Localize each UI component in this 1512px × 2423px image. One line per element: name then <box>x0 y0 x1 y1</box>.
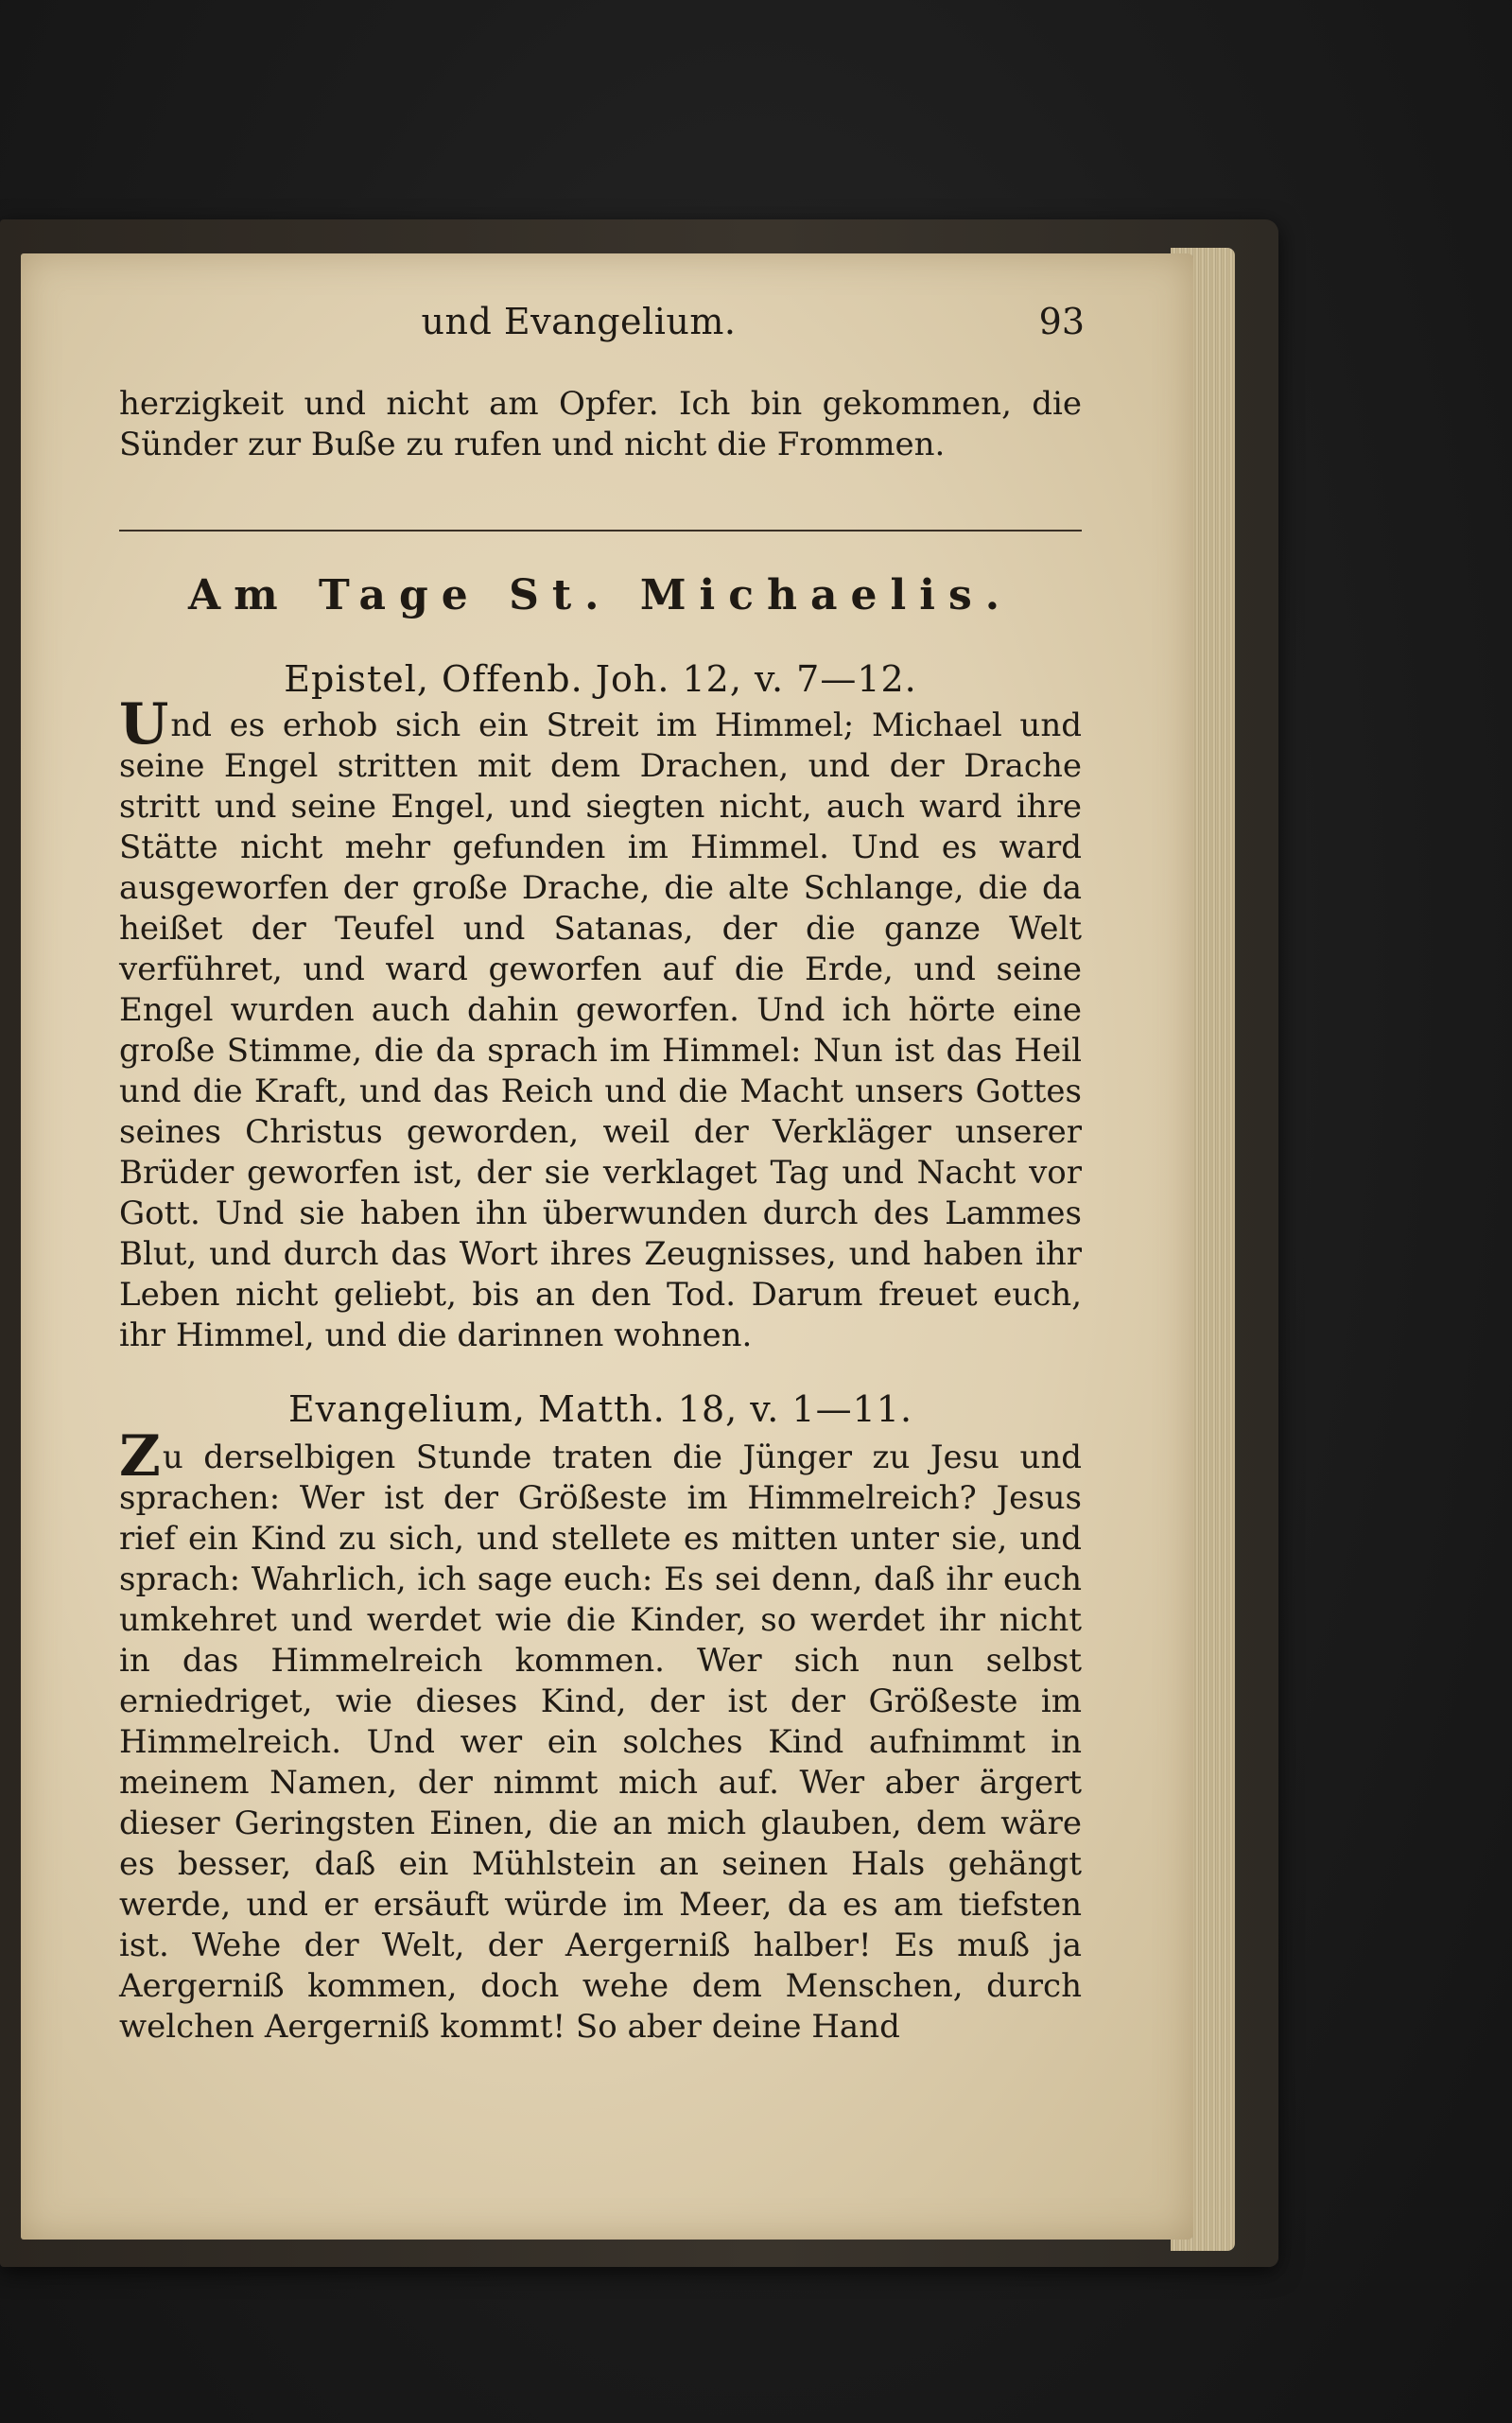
epistle-body: nd es erhob sich ein Streit im Himmel; Michael und seine Engel stritten mit dem Drachen, und der Drache stritt und seine Engel, und siegten nicht, auch ward ihre Stätte nicht mehr gefunden im Himmel. Und es ward ausgeworfen der große Drache, die alte Schlange, die da heißet der Teufel und Satanas, der die ganze Welt verführet, und ward geworfen auf die Erde, und seine Engel wurden auch dahin geworfen. Und ich hörte eine große Stimme, die da sprach im Himmel: Nun ist das Heil und die Kraft, und das Reich und die Macht unsers Gottes seines Christus geworden, weil der Verkläger unserer Brüder geworfen ist, der sie verklaget Tag und Nacht vor Gott. Und sie haben ihn überwunden durch des Lammes Blut, und durch das Wort ihres Zeugnisses, und haben ihr Leben nicht geliebt, bis an den Tod. Darum freuet euch, ihr Himmel, und die darinnen wohnen. <box>119 706 1082 1354</box>
page-header <box>21 301 1193 348</box>
gospel-initial: Z <box>119 1423 161 1490</box>
running-title: und Evangelium. <box>421 301 737 342</box>
epistle-text <box>119 691 1082 1356</box>
gospel-body: u derselbigen Stunde traten die Jünger zu Jesu und sprachen: Wer ist der Größeste im Himmelreich? Jesus rief ein Kind zu sich, und stellete es mitten unter sie, und sprach: Wahrlich, ich sage euch: Es sei denn, daß ihr euch umkehret und werdet wie die Kinder, so werdet ihr nicht in das Himmelreich kommen. Wer sich nun selbst erniedriget, wie dieses Kind, der ist der Größeste im Himmelreich. Und wer ein solches Kind aufnimmt in meinem Namen, der nimmt mich auf. Wer aber ärgert dieser Geringsten Einen, die an mich glauben, dem wäre es besser, daß ein Mühlstein an seinen Hals gehängt werde, und er ersäuft würde im Meer, da es am tiefsten ist. Wehe der Welt, der Aergerniß halber! Es muß ja Aergerniß kommen, doch wehe dem Menschen, durch welchen Aergerniß kommt! So aber deine Hand <box>119 1438 1082 2046</box>
book-page <box>21 253 1193 2240</box>
previous-text: herzigkeit und nicht am Opfer. Ich bin gekommen, die Sünder zur Buße zu rufen und nicht die Frommen. <box>119 385 1082 463</box>
epistle-initial: U <box>119 691 169 758</box>
section-heading: Am Tage St. Michaelis. <box>187 571 1014 619</box>
page-number: 93 <box>1038 301 1085 342</box>
section-divider <box>119 530 1082 532</box>
gospel-heading: Evangelium, Matth. 18, v. 1—11. <box>287 1388 913 1430</box>
epistle-heading: Epistel, Offenb. Joh. 12, v. 7—12. <box>284 658 917 700</box>
gospel-text <box>119 1423 1082 2048</box>
